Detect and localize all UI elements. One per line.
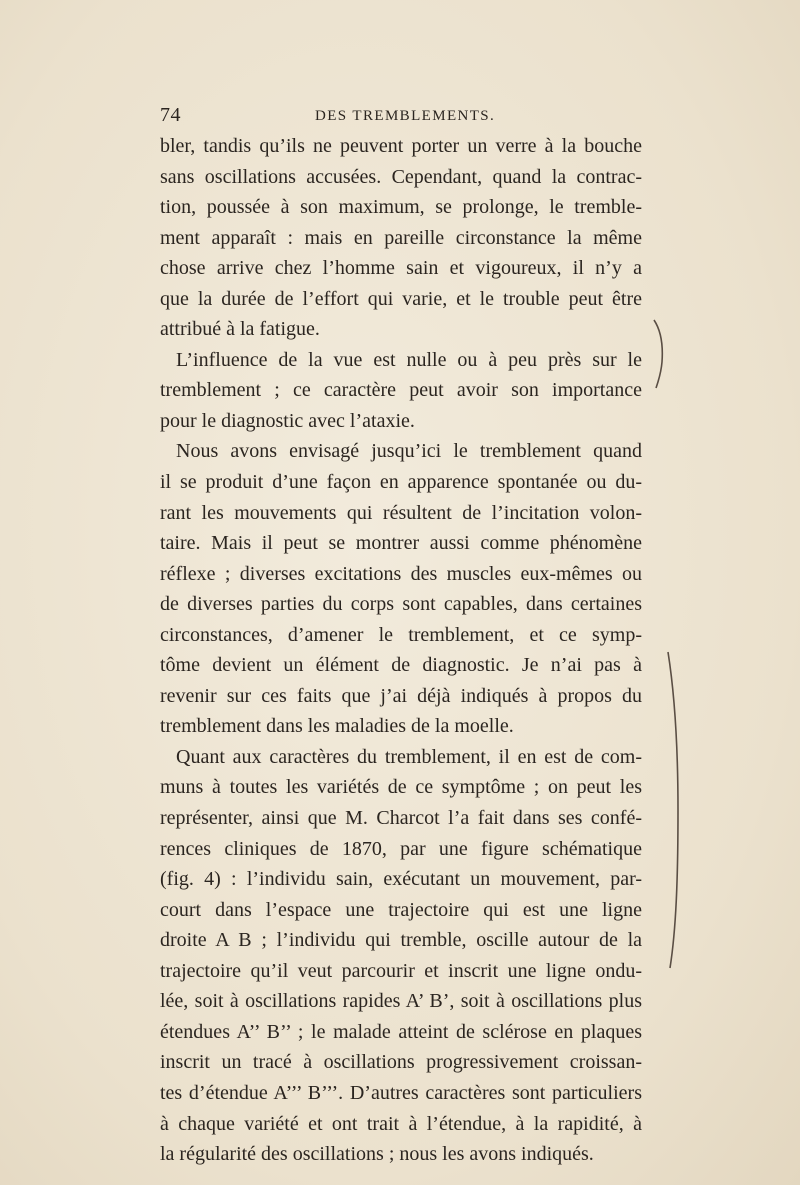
page-number: 74 bbox=[160, 104, 181, 126]
running-title: DES TREMBLEMENTS. bbox=[315, 108, 496, 124]
margin-bracket-upper bbox=[650, 318, 670, 390]
text-line: trajectoire qu’il veut parcourir et inscrit une ligne ondu- bbox=[160, 959, 642, 982]
text-line: tremblement dans les maladies de la moelle. bbox=[160, 715, 514, 738]
text-line: pour le diagnostic avec l’ataxie. bbox=[160, 409, 415, 432]
text-line: tion, poussée à son maximum, se prolonge, le tremble- bbox=[160, 196, 642, 219]
text-line: ment apparaît : mais en pareille circonstance la même bbox=[160, 226, 642, 249]
text-line: taire. Mais il peut se montrer aussi comme phénomène bbox=[160, 532, 642, 555]
text-line: (fig. 4) : l’individu sain, exécutant un mouvement, par- bbox=[160, 868, 642, 891]
text-line: inscrit un tracé à oscillations progressivement croissan- bbox=[160, 1051, 642, 1074]
text-line: droite A B ; l’individu qui tremble, oscille autour de la bbox=[160, 929, 642, 952]
text-line: Quant aux caractères du tremblement, il en est de com- bbox=[176, 745, 642, 768]
text-line: à chaque variété et ont trait à l’étendue, à la rapidité, à bbox=[160, 1112, 642, 1135]
margin-bracket-lower bbox=[664, 650, 688, 970]
text-line: Nous avons envisagé jusqu’ici le tremblement quand bbox=[176, 440, 642, 463]
text-line: rant les mouvements qui résultent de l’incitation volon- bbox=[160, 501, 642, 524]
text-line: rences cliniques de 1870, par une figure schématique bbox=[160, 837, 642, 860]
text-line: que la durée de l’effort qui varie, et le trouble peut être bbox=[160, 287, 642, 310]
text-line: il se produit d’une façon en apparence spontanée ou du- bbox=[160, 471, 642, 494]
text-line: bler, tandis qu’ils ne peuvent porter un verre à la bouche bbox=[160, 135, 642, 157]
text-line: L’influence de la vue est nulle ou à peu près sur le bbox=[176, 348, 642, 371]
text-line: tremblement ; ce caractère peut avoir son importance bbox=[160, 379, 642, 402]
text-line: de diverses parties du corps sont capables, dans certaines bbox=[160, 593, 642, 616]
text-line: muns à toutes les variétés de ce symptôme ; on peut les bbox=[160, 776, 642, 799]
text-line: réflexe ; diverses excitations des muscles eux-mêmes ou bbox=[160, 562, 642, 585]
text-line: circonstances, d’amener le tremblement, et ce symp- bbox=[160, 623, 642, 646]
text-line: tôme devient un élément de diagnostic. Je n’ai pas à bbox=[160, 654, 642, 677]
text-line: court dans l’espace une trajectoire qui est une ligne bbox=[160, 898, 642, 921]
text-line: tes d’étendue A’’’ B’’’. D’autres caractères sont particuliers bbox=[160, 1081, 642, 1104]
running-head bbox=[160, 104, 640, 128]
text-line: lée, soit à oscillations rapides A’ B’, soit à oscillations plus bbox=[160, 990, 642, 1013]
text-line: chose arrive chez l’homme sain et vigoureux, il n’y a bbox=[160, 257, 642, 280]
text-line: sans oscillations accusées. Cependant, quand la contrac- bbox=[160, 165, 642, 188]
text-line: la régularité des oscillations ; nous les avons indiqués. bbox=[160, 1143, 594, 1166]
body-text bbox=[160, 131, 642, 1170]
text-line: étendues A’’ B’’ ; le malade atteint de sclérose en plaques bbox=[160, 1020, 642, 1043]
text-line: attribué à la fatigue. bbox=[160, 318, 320, 341]
text-line: revenir sur ces faits que j’ai déjà indiqués à propos du bbox=[160, 684, 642, 707]
text-line: représenter, ainsi que M. Charcot l’a fait dans ses confé- bbox=[160, 807, 642, 830]
